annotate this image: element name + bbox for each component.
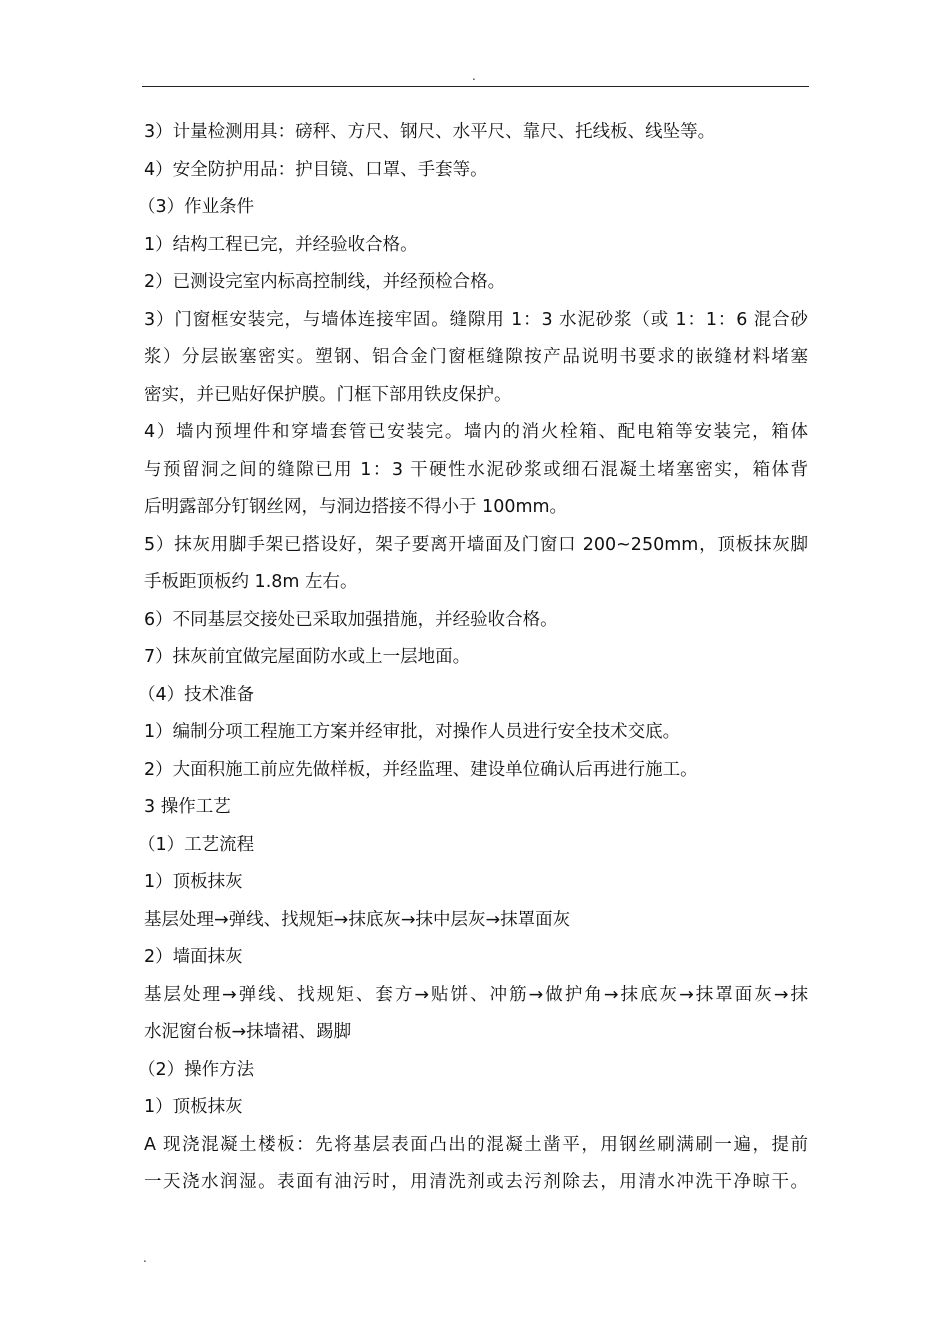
header-dot: . <box>472 69 476 83</box>
text-line: 基层处理→弹线、找规矩、套方→贴饼、冲筋→做护角→抹底灰→抹罩面灰→抹 <box>144 984 808 1005</box>
document-body <box>138 114 808 1202</box>
text-line: 2）大面积施工前应先做样板，并经监理、建设单位确认后再进行施工。 <box>144 759 698 780</box>
text-line: A 现浇混凝土楼板：先将基层表面凸出的混凝土凿平，用钢丝刷满刷一遍，提前 <box>144 1134 808 1155</box>
text-line: 6）不同基层交接处已采取加强措施，并经验收合格。 <box>144 609 558 630</box>
section-heading: （1）工艺流程 <box>138 834 255 855</box>
text-line: 1）顶板抹灰 <box>144 1097 243 1117</box>
text-line: 1）结构工程已完，并经验收合格。 <box>144 234 418 255</box>
text-line: 2）墙面抹灰 <box>144 947 243 967</box>
header-rule <box>142 86 809 87</box>
section-heading: （3）作业条件 <box>138 197 255 217</box>
text-line: 2）已测设完室内标高控制线，并经预检合格。 <box>144 272 506 292</box>
text-line: 手板距顶板约 1.8m 左右。 <box>144 572 358 592</box>
section-heading: （4）技术准备 <box>138 684 255 705</box>
section-heading: （2）操作方法 <box>138 1059 255 1080</box>
footer-dot: . <box>143 1251 147 1265</box>
text-line: 7）抹灰前宜做完屋面防水或上一层地面。 <box>144 647 471 667</box>
text-line: 密实，并已贴好保护膜。门框下部用铁皮保护。 <box>144 384 512 405</box>
text-line: 3）计量检测用具：磅秤、方尺、钢尺、水平尺、靠尺、托线板、线坠等。 <box>144 122 716 142</box>
text-line: 一天浇水润湿。表面有油污时，用清洗剂或去污剂除去，用清水冲洗干净晾干。 <box>144 1172 808 1192</box>
chapter-heading: 3 操作工艺 <box>144 797 231 817</box>
text-line: 3）门窗框安装完，与墙体连接牢固。缝隙用 1：3 水泥砂浆（或 1：1：6 混合砂 <box>144 309 808 330</box>
text-line: 基层处理→弹线、找规矩→抹底灰→抹中层灰→抹罩面灰 <box>144 909 571 930</box>
text-line: 5）抹灰用脚手架已搭设好，架子要离开墙面及门窗口 200~250mm，顶板抹灰脚 <box>144 534 808 555</box>
text-line: 与预留洞之间的缝隙已用 1：3 干硬性水泥砂浆或细石混凝土堵塞密实，箱体背 <box>144 459 808 480</box>
text-line: 4）安全防护用品：护目镜、口罩、手套等。 <box>144 159 488 180</box>
text-line: 浆）分层嵌塞密实。塑钢、铝合金门窗框缝隙按产品说明书要求的嵌缝材料堵塞 <box>144 347 808 367</box>
text-line: 1）编制分项工程施工方案并经审批，对操作人员进行安全技术交底。 <box>144 722 681 742</box>
text-line: 1）顶板抹灰 <box>144 872 243 892</box>
text-line: 后明露部分钉钢丝网，与洞边搭接不得小于 100mm。 <box>144 497 568 517</box>
text-line: 水泥窗台板→抹墙裙、踢脚 <box>144 1022 352 1042</box>
text-line: 4）墙内预埋件和穿墙套管已安装完。墙内的消火栓箱、配电箱等安装完，箱体 <box>144 422 808 442</box>
